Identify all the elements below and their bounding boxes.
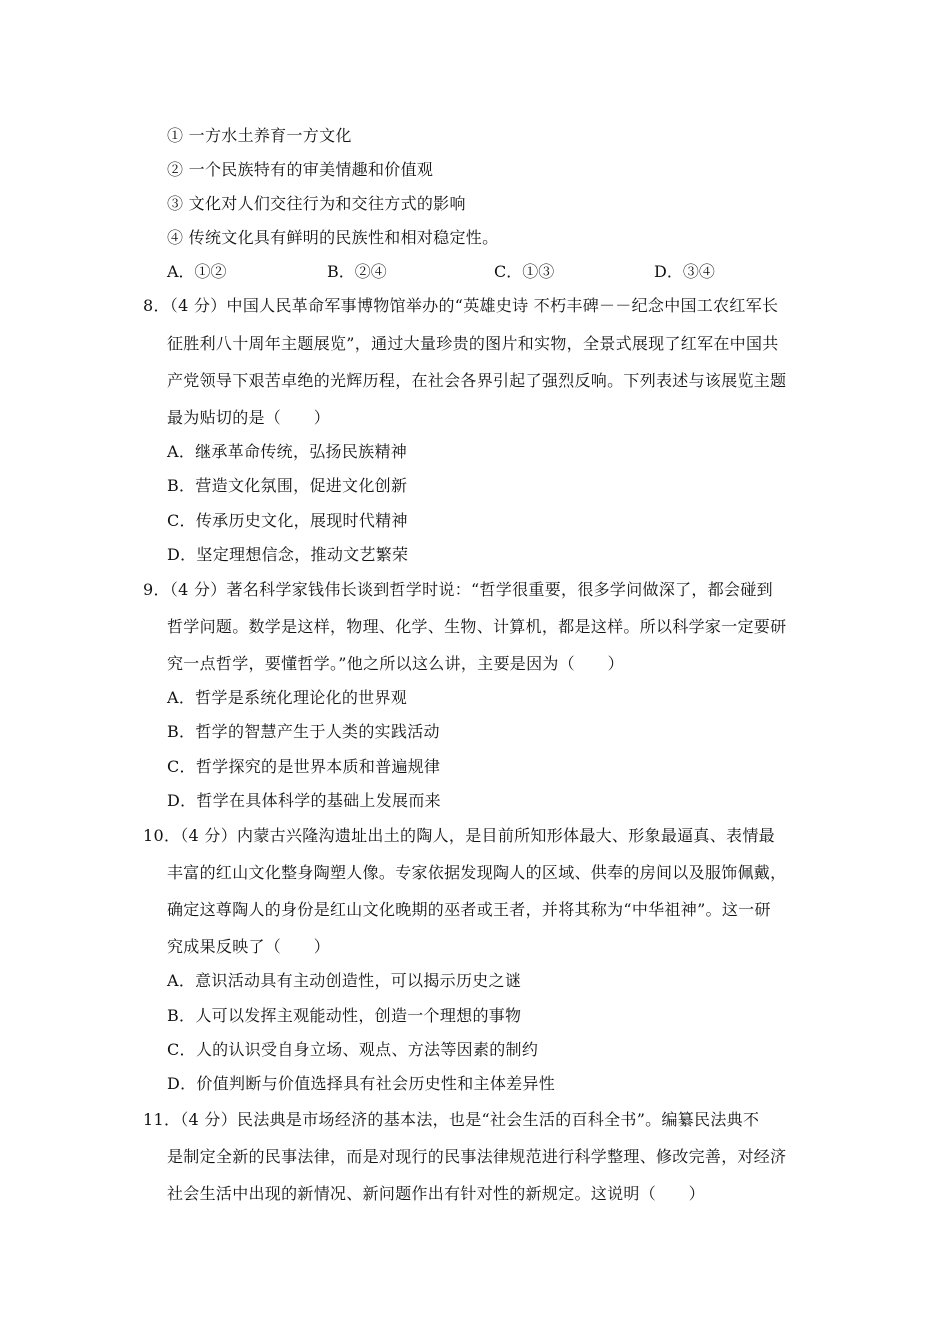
q10-stem-line-2: 丰富的红山文化整身陶塑人像。专家依据发现陶人的区域、供奉的房间以及服饰佩戴，	[167, 863, 787, 882]
q10-stem-line-1: 10．（4 分）内蒙古兴隆沟遗址出土的陶人，是目前所知形体最大、形象最逼真、表情最	[143, 826, 775, 845]
q7-statement-3: ③ 文化对人们交往行为和交往方式的影响	[167, 194, 466, 213]
q11-stem-line-3: 社会生活中出现的新情况、新问题作出有针对性的新规定。这说明（ ）	[167, 1184, 705, 1203]
q10-stem-line-3: 确定这尊陶人的身份是红山文化晚期的巫者或王者，并将其称为“中华祖神”。这一研	[167, 900, 771, 919]
q11-stem-line-2: 是制定全新的民事法律，而是对现行的民事法律规范进行科学整理、修改完善，对经济	[167, 1147, 787, 1166]
q10-option-c: C．人的认识受自身立场、观点、方法等因素的制约	[167, 1040, 539, 1059]
q8-stem-line-1: 8．（4 分）中国人民革命军事博物馆举办的“英雄史诗 不朽丰碑－－纪念中国工农红军长	[143, 296, 779, 315]
q10-option-a: A．意识活动具有主动创造性，可以揭示历史之谜	[167, 971, 522, 990]
q7-option-d: D．③④	[654, 262, 715, 281]
q7-option-b: B．②④	[327, 262, 387, 281]
q8-stem-line-3: 产党领导下艰苦卓绝的光辉历程，在社会各界引起了强烈反响。下列表述与该展览主题	[167, 371, 787, 390]
q10-option-b: B．人可以发挥主观能动性，创造一个理想的事物	[167, 1006, 522, 1025]
q9-option-a: A．哲学是系统化理论化的世界观	[167, 688, 408, 707]
q7-statement-4: ④ 传统文化具有鲜明的民族性和相对稳定性。	[167, 228, 499, 247]
q9-option-c: C．哲学探究的是世界本质和普遍规律	[167, 757, 441, 776]
q7-statement-1: ① 一方水土养育一方文化	[167, 126, 352, 145]
q8-option-d: D．坚定理想信念，推动文艺繁荣	[167, 545, 409, 564]
q8-stem-line-2: 征胜利八十周年主题展览”，通过大量珍贵的图片和实物，全景式展现了红军在中国共	[167, 334, 779, 353]
q8-stem-line-4: 最为贴切的是（ ）	[167, 408, 331, 427]
q7-option-a: A．①②	[167, 262, 227, 281]
q9-stem-line-3: 究一点哲学，要懂哲学。”他之所以这么讲，主要是因为（ ）	[167, 654, 624, 673]
q10-option-d: D．价值判断与价值选择具有社会历史性和主体差异性	[167, 1074, 556, 1093]
q8-option-b: B．营造文化氛围，促进文化创新	[167, 476, 408, 495]
q9-option-b: B．哲学的智慧产生于人类的实践活动	[167, 722, 440, 741]
q8-option-c: C．传承历史文化，展现时代精神	[167, 511, 408, 530]
q9-option-d: D．哲学在具体科学的基础上发展而来	[167, 791, 441, 810]
q9-stem-line-1: 9．（4 分）著名科学家钱伟长谈到哲学时说：“哲学很重要，很多学问做深了，都会碰到	[143, 580, 773, 599]
q10-stem-line-4: 究成果反映了（ ）	[167, 937, 331, 956]
q11-stem-line-1: 11．（4 分）民法典是市场经济的基本法，也是“社会生活的百科全书”。编纂民法典不	[143, 1110, 760, 1129]
q7-statement-2: ② 一个民族特有的审美情趣和价值观	[167, 160, 434, 179]
q7-option-c: C．①③	[494, 262, 555, 281]
q9-stem-line-2: 哲学问题。数学是这样，物理、化学、生物、计算机，都是这样。所以科学家一定要研	[167, 617, 787, 636]
q8-option-a: A．继承革命传统，弘扬民族精神	[167, 442, 408, 461]
